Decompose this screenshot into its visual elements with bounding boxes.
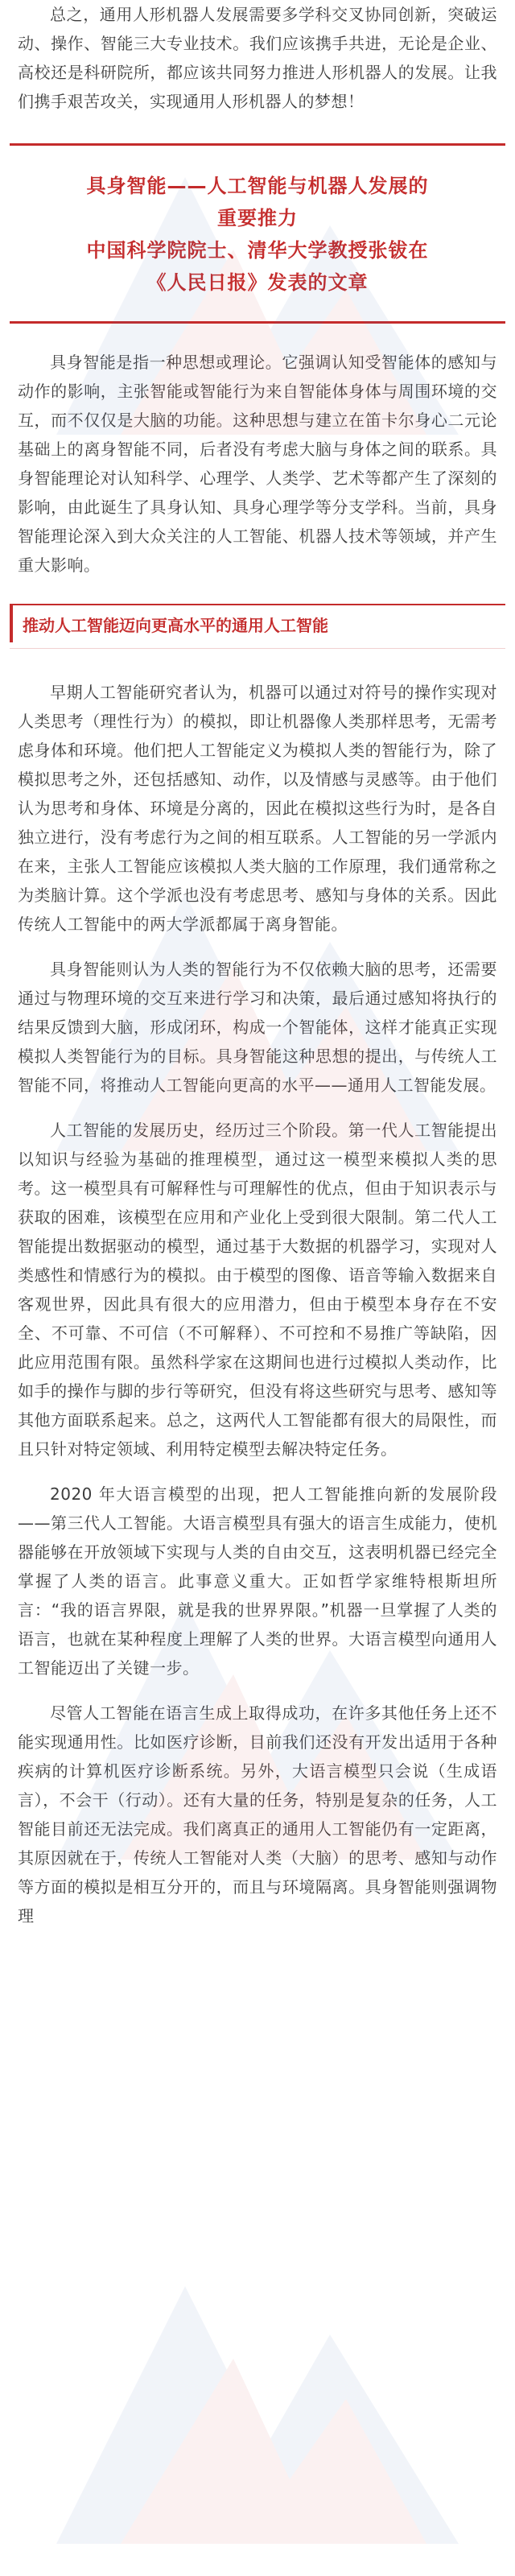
article-title-line-1: 具身智能——人工智能与机器人发展的 bbox=[86, 175, 429, 197]
section-paragraph-1: 早期人工智能研究者认为，机器可以通过对符号的操作实现对人类思考（理性行为）的模拟，即让机器像人类那样思考，无需考虑身体和环境。他们把人工智能定义为模拟人类的智能行为，除了模拟思考之外，还包括感知、动作，以及情感与灵感等。由于他们认为思考和身体、环境是分离的，因此在模拟这些行为时，是各自独立进行，没有考虑行为之间的相互联系。人工智能的另一学派内在来，主张人工智能应该模拟人类大脑的工作原理，我们通常称之为类脑计算。这个学派也没有考虑思考、感知与身体的关系。因此传统人工智能中的两大学派都属于离身智能。 bbox=[18, 683, 497, 934]
intro-paragraph: 总之，通用人形机器人发展需要多学科交叉协同创新，突破运动、操作、智能三大专业技术。我们应该携手共进，无论是企业、高校还是科研院所，都应该共同努力推进人形机器人的发展。让我们携手艰苦攻关，实现通用人形机器人的梦想！ bbox=[18, 5, 497, 111]
article-title-line-2: 重要推力 bbox=[217, 207, 298, 229]
section-heading-bar bbox=[10, 605, 13, 642]
section-paragraph-2: 具身智能则认为人类的智能行为不仅依赖大脑的思考，还需要通过与物理环境的交互来进行学习和决策，最后通过感知将执行的结果反馈到大脑，形成闭环，构成一个智能体，这样才能真正实现模拟人类智能行为的目标。具身智能这种思想的提出，与传统人工智能不同，将推动人工智能向更高的水平——通用人工智能发展。 bbox=[18, 960, 497, 1095]
article-title-line-4: 《人民日报》发表的文章 bbox=[146, 271, 369, 294]
section-paragraph-5: 尽管人工智能在语言生成上取得成功，在许多其他任务上还不能实现通用性。比如医疗诊断，目前我们还没有开发出适用于各种疾病的计算机医疗诊断系统。另外，大语言模型只会说（生成语言），不会干（行动）。还有大量的任务，特别是复杂的任务，人工智能目前还无法完成。我们离真正的通用人工智能仍有一定距离，其原因就在于，传统人工智能对人类（大脑）的思考、感知与动作等方面的模拟是相互分开的，而且与环境隔离。具身智能则强调物理 bbox=[18, 1703, 497, 1926]
section-title: 推动人工智能迈向更高水平的通用人工智能 bbox=[23, 616, 328, 635]
watermark-graphic bbox=[24, 2238, 491, 2576]
article-title-block bbox=[10, 143, 505, 324]
section-paragraph-3: 人工智能的发展历史，经历过三个阶段。第一代人工智能提出以知识与经验为基础的推理模型，通过这一模型来模拟人类的思考。这一模型具有可解释性与可理解性的优点，但由于知识表示与获取的困难，该模型在应用和产业化上受到很大限制。第二代人工智能提出数据驱动的模型，通过基于大数据的机器学习，实现对人类感性和情感行为的模拟。由于模型的图像、语音等输入数据来自客观世界，因此具有很大的应用潜力，但由于模型本身存在不安全、不可靠、不可信（不可解释）、不可控和不易推广等缺陷，因此应用范围有限。虽然科学家在这期间也进行过模拟人类动作，比如手的操作与脚的步行等研究，但没有将这些研究与思考、感知等其他方面联系起来。总之，这两代人工智能都有很大的局限性，而且只针对特定领域、利用特定模型去解决特定任务。 bbox=[18, 1121, 497, 1459]
section-paragraph-4: 2020 年大语言模型的出现，把人工智能推向新的发展阶段——第三代人工智能。大语言模型具有强大的语言生成能力，使机器能够在开放领域下实现与人类的自由交互，这表明机器已经完全掌握了人类的语言。此事意义重大。正如哲学家维特根斯坦所言：“我的语言界限，就是我的世界界限。”机器一旦掌握了人类的语言，也就在某种程度上理解了人类的世界。大语言模型向通用人工智能迈出了关键一步。 bbox=[18, 1484, 497, 1678]
watermark-logo bbox=[24, 2238, 491, 2576]
article-title-line-3: 中国科学院院士、清华大学教授张钹在 bbox=[86, 239, 429, 262]
article-paragraph: 具身智能是指一种思想或理论。它强调认知受智能体的感知与动作的影响，主张智能或智能行为来自智能体身体与周围环境的交互，而不仅仅是大脑的功能。这种思想与建立在笛卡尔身心二元论基础上的离身智能不同，后者没有考虑大脑与身体之间的联系。具身智能理论对认知科学、心理学、人类学、艺术等都产生了深刻的影响，由此诞生了具身认知、具身心理学等分支学科。当前，具身智能理论深入到大众关注的人工智能、机器人技术等领域，并产生重大影响。 bbox=[18, 353, 497, 575]
section-heading-divider bbox=[10, 648, 505, 649]
section-heading bbox=[10, 604, 505, 649]
